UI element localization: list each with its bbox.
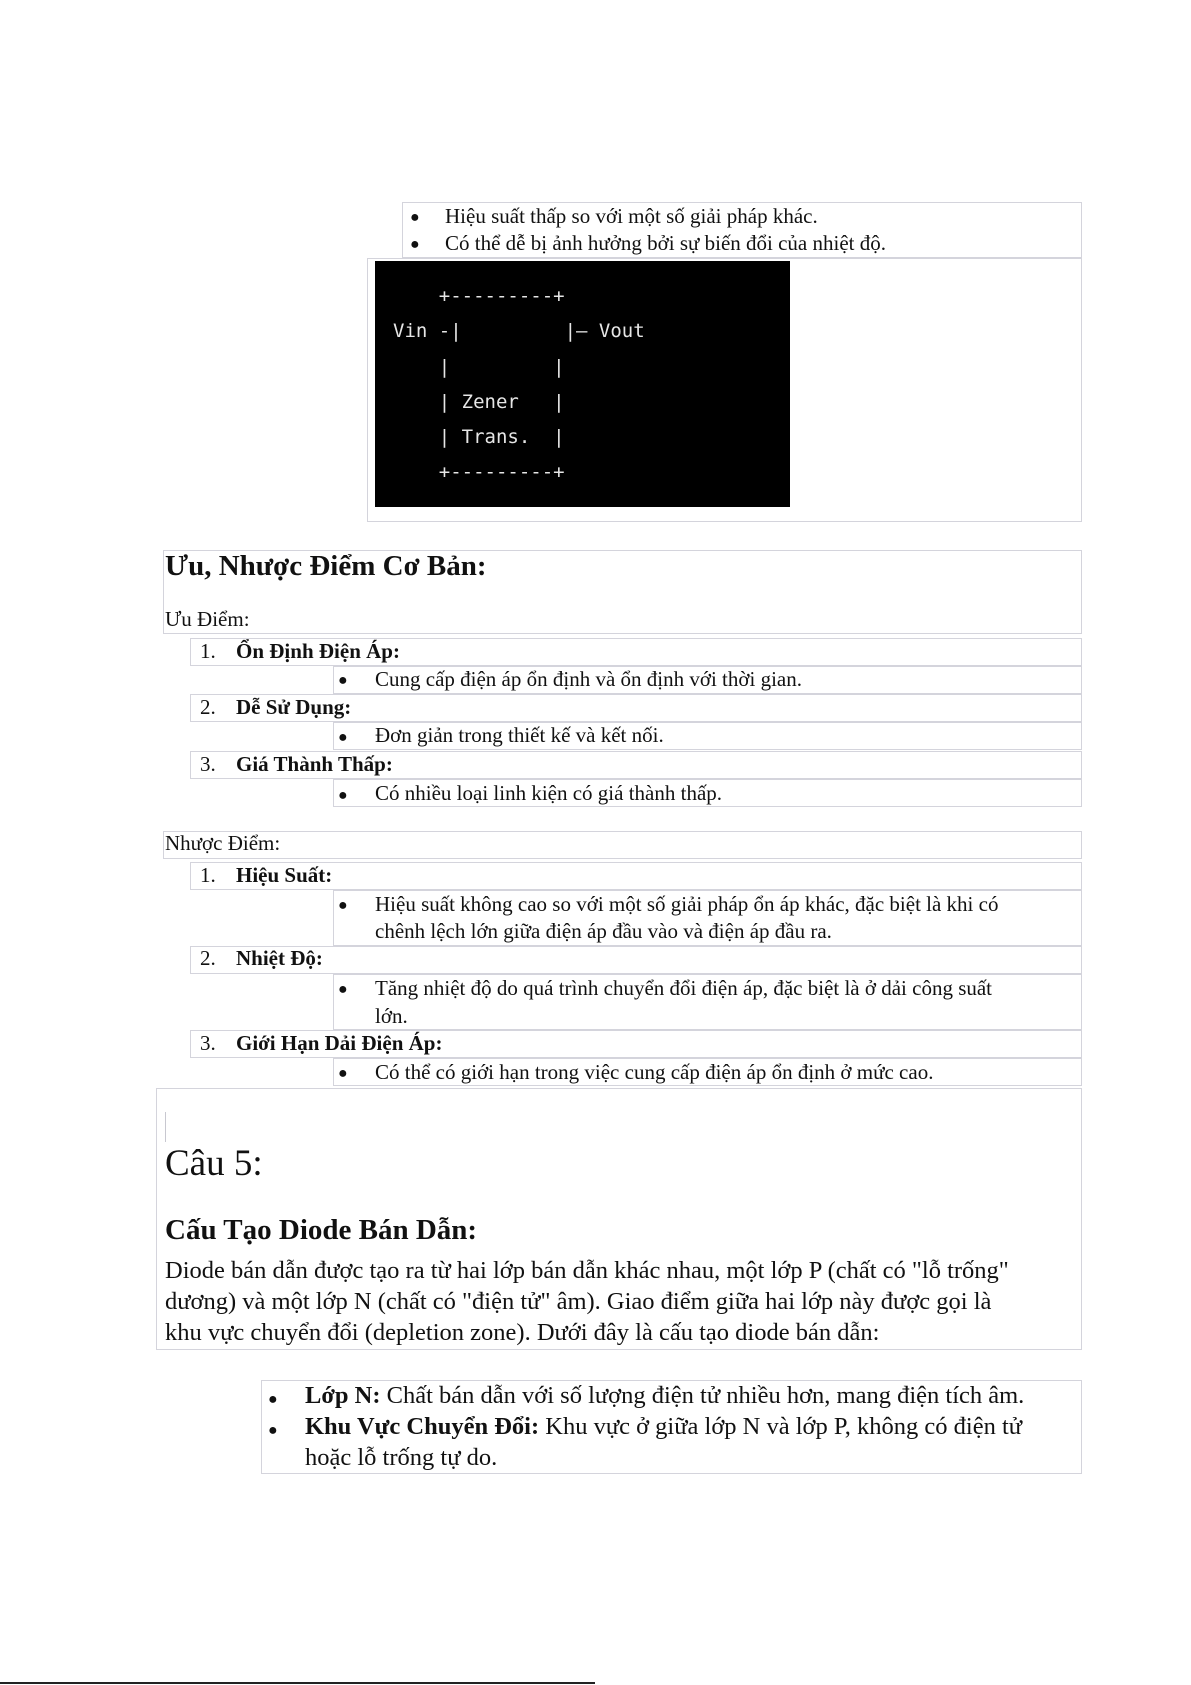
disadvantage-detail: Có thể có giới hạn trong việc cung cấp điện áp ổn định ở mức cao. — [375, 1060, 934, 1084]
disadvantage-title: Giới Hạn Dải Điện Áp: — [236, 1031, 443, 1055]
list-number: 1. — [200, 863, 216, 887]
bullet-icon: ● — [338, 729, 348, 746]
advantage-detail: Cung cấp điện áp ổn định và ổn định với thời gian. — [375, 667, 802, 691]
top-list-item: Có thể dễ bị ảnh hưởng bởi sự biến đổi của nhiệt độ. — [445, 231, 886, 255]
bullet-icon: ● — [268, 1422, 278, 1439]
bullet-icon: ● — [410, 236, 420, 253]
disadvantage-title: Nhiệt Độ: — [236, 946, 323, 970]
disadvantage-detail: Tăng nhiệt độ do quá trình chuyển đổi điện áp, đặc biệt là ở dải công suất — [375, 976, 993, 1000]
diode-item-text: Khu vực ở giữa lớp N và lớp P, không có điện tử — [539, 1413, 1023, 1440]
bullet-icon: ● — [338, 897, 348, 914]
question-heading: Câu 5: — [165, 1143, 263, 1184]
divider — [165, 1112, 166, 1142]
diode-item-title: Khu Vực Chuyển Đổi: — [305, 1413, 540, 1440]
paragraph-line: dương) và một lớp N (chất có "điện tử" âm). Giao điểm giữa hai lớp này được gọi là — [165, 1288, 992, 1315]
disadvantage-detail: lớn. — [375, 1004, 408, 1028]
advantage-detail: Đơn giản trong thiết kế và kết nối. — [375, 723, 664, 747]
paragraph-line: Diode bán dẫn được tạo ra từ hai lớp bán dẫn khác nhau, một lớp P (chất có "lỗ trống" — [165, 1257, 1009, 1284]
diode-paragraph — [165, 1255, 1080, 1348]
disadvantage-detail: Hiệu suất không cao so với một số giải pháp ổn áp khác, đặc biệt là khi có — [375, 892, 999, 916]
bullet-icon: ● — [338, 672, 348, 689]
advantages-label: Ưu Điểm: — [165, 607, 250, 631]
diode-item-title: Lớp N: — [305, 1382, 381, 1409]
list-number: 1. — [200, 639, 216, 663]
advantage-detail: Có nhiều loại linh kiện có giá thành thấp. — [375, 781, 723, 805]
diode-list-item-continuation: hoặc lỗ trống tự do. — [305, 1444, 498, 1471]
disadv-item-row — [190, 946, 1082, 974]
diode-list-item — [305, 1380, 1024, 1411]
bullet-icon: ● — [268, 1391, 278, 1408]
disadvantage-detail: chênh lệch lớn giữa điện áp đầu vào và điện áp đầu ra. — [375, 919, 832, 943]
page-bottom-rule — [0, 1682, 595, 1684]
diode-list-item — [305, 1411, 1022, 1442]
bullet-icon: ● — [338, 1065, 348, 1082]
top-list-item: Hiệu suất thấp so với một số giải pháp khác. — [445, 204, 818, 228]
paragraph-line: khu vực chuyển đổi (depletion zone). Dưới đây là cấu tạo diode bán dẫn: — [165, 1319, 880, 1346]
diode-heading: Cấu Tạo Diode Bán Dẫn: — [165, 1214, 478, 1246]
bullet-icon: ● — [338, 787, 348, 804]
advantage-title: Giá Thành Thấp: — [236, 752, 393, 776]
disadvantages-label: Nhược Điểm: — [165, 831, 281, 855]
bullet-icon: ● — [410, 209, 420, 226]
advantage-title: Ổn Định Điện Áp: — [236, 639, 400, 663]
bullet-icon: ● — [338, 981, 348, 998]
list-number: 3. — [200, 1031, 216, 1055]
circuit-ascii-diagram: +---------+ Vin -| |— Vout | | | Zener | | Trans. | +---------+ — [393, 285, 645, 484]
section-heading: Ưu, Nhược Điểm Cơ Bản: — [165, 550, 487, 582]
circuit-code-block — [375, 261, 790, 507]
list-number: 2. — [200, 695, 216, 719]
list-number: 3. — [200, 752, 216, 776]
diode-item-text: Chất bán dẫn với số lượng điện tử nhiều hơn, mang điện tích âm. — [380, 1382, 1025, 1409]
list-number: 2. — [200, 946, 216, 970]
disadv-label-box — [163, 831, 1082, 859]
disadvantage-title: Hiệu Suất: — [236, 863, 333, 887]
advantage-title: Dễ Sử Dụng: — [236, 695, 352, 719]
